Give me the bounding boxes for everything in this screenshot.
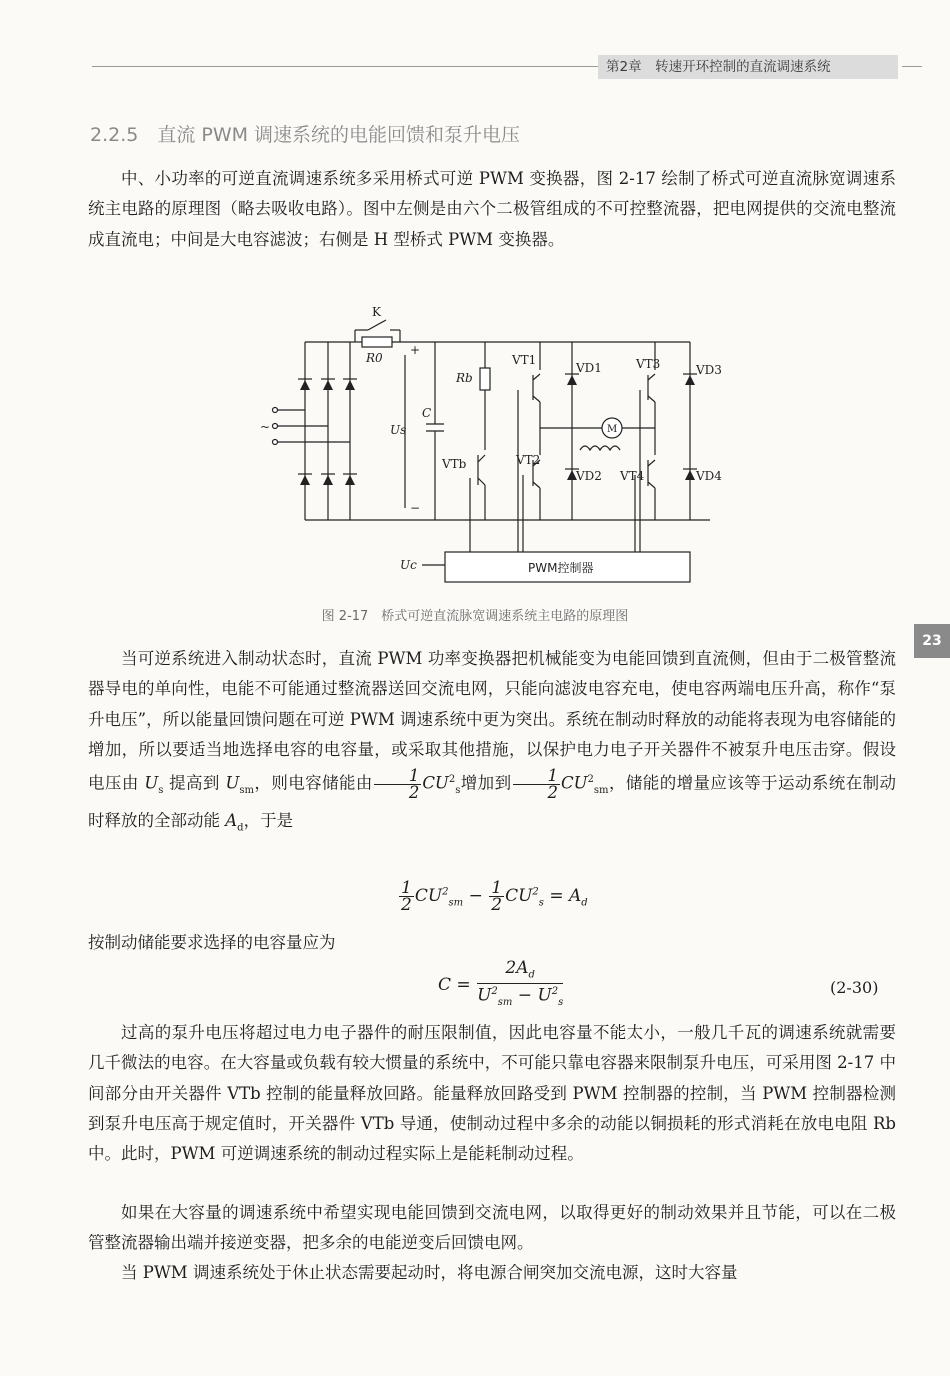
label-vd4: VD4 [696, 469, 722, 483]
label-ac: ~ [260, 420, 271, 434]
figure-caption: 图 2-17 桥式可逆直流脉宽调速系统主电路的原理图 [321, 609, 629, 624]
label-vt2: VT2 [516, 453, 541, 467]
equation-energy: $\frac{1}{2}$ $CU^2_{sm}$ − $\frac{1}{2}$ $CU^2_s = A_d$ [401, 878, 588, 915]
paragraph-2: 当可逆系统进入制动状态时，直流 PWM 功率变换器把机械能变为电能回馈到直流侧，但由于二极管整流器导电的单向性，电能不可能通过整流器送回交流电网，只能向滤波电容充电，使电容两端电压升高，称作“泵升电压”，所以能量回馈问题在可逆 PWM 调速系统中更为突出。系统在制动时释放的动能将表现为电容储能的增加，所以要适当地选择电容的电容量，或采取其他措施，以保护电力电子开关器件不被泵升电压击穿。假设电压由 $U_s$ 提高到 $U_{sm}$，则电容储能由 $\frac{1}{2}$ $CU^2_s$增加到 $\frac{1}{2}$ $CU^2_{sm}$，储能的增量应该等于运动系统在制动时释放的全部动能 $A_d$，于是 [88, 649, 897, 834]
label-plus: + [410, 343, 421, 357]
equation-number: (2-30) [830, 978, 879, 997]
label-pwm-controller: PWM控制器 [528, 561, 594, 575]
circuit-diagram [250, 300, 722, 600]
label-vd2: VD2 [576, 469, 602, 483]
equation-2-30: C = $\frac{2A_d}{U^2_{sm} - U^2_s}$ [438, 958, 564, 1009]
label-motor: M [607, 424, 618, 435]
header-rule [92, 66, 598, 67]
label-us: Us [390, 423, 407, 437]
header-dash [902, 66, 922, 67]
label-minus: − [410, 501, 421, 515]
label-k: K [372, 305, 381, 319]
label-r0: R0 [366, 351, 383, 365]
paragraph-4: 过高的泵升电压将超过电力电子器件的耐压限制值，因此电容量不能太小，一般几千瓦的调速系统就需要几千微法的电容。在大容量或负载有较大惯量的系统中，不可能只靠电容器来限制泵升电压，可采用图 2-17 中间部分由开关器件 VTb 控制的能量释放回路。能量释放回路受到 PWM 控制器的控制，当 PWM 控制器检测到泵升电压高于规定值时，开关器件 VTb 导通，使制动过程中多余的动能以铜损耗的形式消耗在放电电阻 Rb 中。此时，PWM 可逆调速系统的制动过程实际上是能耗制动过程。 [88, 1023, 896, 1164]
label-vd1: VD1 [576, 361, 602, 375]
paragraph-3: 按制动储能要求选择的电容量应为 [88, 933, 336, 952]
label-vt3: VT3 [636, 357, 661, 371]
paragraph-6: 当 PWM 调速系统处于休止状态需要起动时，将电源合闸突加交流电源，这时大容量 [121, 1263, 738, 1282]
running-header: 第2章 转速开环控制的直流调速系统 [598, 55, 898, 79]
label-vtb: VTb [442, 457, 467, 471]
label-vt1: VT1 [512, 353, 537, 367]
label-vd3: VD3 [696, 363, 722, 377]
page-number-tab: 23 [914, 624, 950, 658]
label-rb: Rb [456, 371, 473, 385]
paragraph-1: 中、小功率的可逆直流调速系统多采用桥式可逆 PWM 变换器，图 2-17 绘制了桥式可逆直流脉宽调速系统主电路的原理图（略去吸收电路）。图中左侧是由六个二极管组成的不可控整流器，把电网提供的交流电整流成直流电；中间是大电容滤波；右侧是 H 型桥式 PWM 变换器。 [88, 169, 896, 249]
section-title: 2.2.5 直流 PWM 调速系统的电能回馈和泵升电压 [90, 124, 521, 146]
label-uc: Uc [400, 558, 417, 572]
label-vt4: VT4 [620, 469, 645, 483]
label-c: C [422, 406, 432, 420]
paragraph-5: 如果在大容量的调速系统中希望实现电能回馈到交流电网，以取得更好的制动效果并且节能，可以在二极管整流器输出端并接逆变器，把多余的电能逆变后回馈电网。 [88, 1203, 896, 1253]
